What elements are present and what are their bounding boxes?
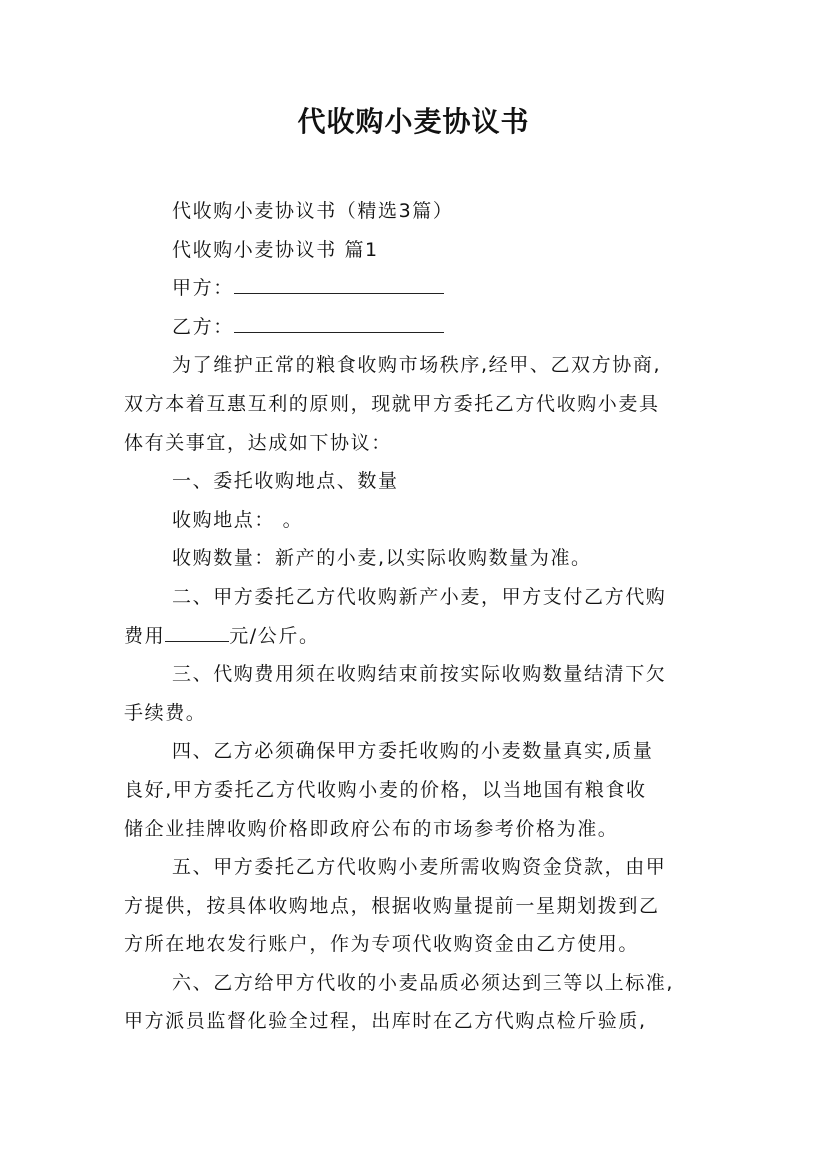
clause-line: 良好,甲方委托乙方代收购小麦的价格，以当地国有粮食收 (124, 778, 647, 801)
clause-6-paragraph (124, 964, 714, 1041)
purchase-location: 收购地点： 。 (172, 508, 304, 531)
clause-line (124, 617, 714, 656)
party-b-blank (234, 314, 444, 333)
clause-line: 二、甲方委托乙方代收购新产小麦，甲方支付乙方代购 (172, 585, 667, 608)
party-b-label: 乙方： (172, 315, 234, 338)
intro-line: 为了维护正常的粮食收购市场秩序,经甲、乙双方协商, (172, 354, 662, 377)
clause-line: 四、乙方必须确保甲方委托收购的小麦数量真实,质量 (172, 740, 654, 763)
clause-line: 方所在地农发行账户，作为专项代收购资金由乙方使用。 (124, 933, 640, 956)
party-a-line (124, 269, 714, 308)
clause-1-heading: 一、委托收购地点、数量 (172, 470, 399, 493)
clause-line: 储企业挂牌收购价格即政府公布的市场参考价格为准。 (124, 817, 619, 840)
clause-line: 三、代购费用须在收购结束前按实际收购数量结清下欠 (172, 663, 667, 686)
clause-3-paragraph (124, 655, 714, 732)
party-a-label: 甲方： (172, 277, 234, 300)
clause-2-paragraph (124, 578, 714, 655)
clause-line: 甲方派员监督化验全过程，出库时在乙方代购点检斤验质, (124, 1010, 647, 1033)
document-subtitle: 代收购小麦协议书（精选3篇） (172, 200, 454, 222)
party-b-line (124, 308, 714, 347)
clause-line: 六、乙方给甲方代收的小麦品质必须达到三等以上标准, (172, 971, 675, 994)
clause-line: 手续费。 (124, 701, 207, 724)
fee-prefix: 费用 (124, 624, 166, 647)
fee-blank (165, 623, 229, 642)
clause-line: 五、甲方委托乙方代收购小麦所需收购资金贷款，由甲 (172, 856, 667, 879)
document-body (124, 192, 714, 1041)
intro-paragraph (124, 346, 714, 462)
document-title: 代收购小麦协议书 (297, 105, 530, 138)
section-heading: 代收购小麦协议书 篇1 (172, 238, 379, 261)
party-a-blank (234, 275, 444, 294)
clause-5-paragraph (124, 848, 714, 964)
fee-suffix: 元/公斤。 (229, 624, 320, 647)
purchase-quantity: 收购数量：新产的小麦,以实际收购数量为准。 (172, 547, 592, 570)
clause-line: 方提供，按具体收购地点，根据收购量提前一星期划拨到乙 (124, 894, 660, 917)
intro-line: 体有关事宜，达成如下协议： (124, 431, 392, 454)
intro-line: 双方本着互惠互利的原则，现就甲方委托乙方代收购小麦具 (124, 392, 660, 415)
clause-4-paragraph (124, 732, 714, 848)
